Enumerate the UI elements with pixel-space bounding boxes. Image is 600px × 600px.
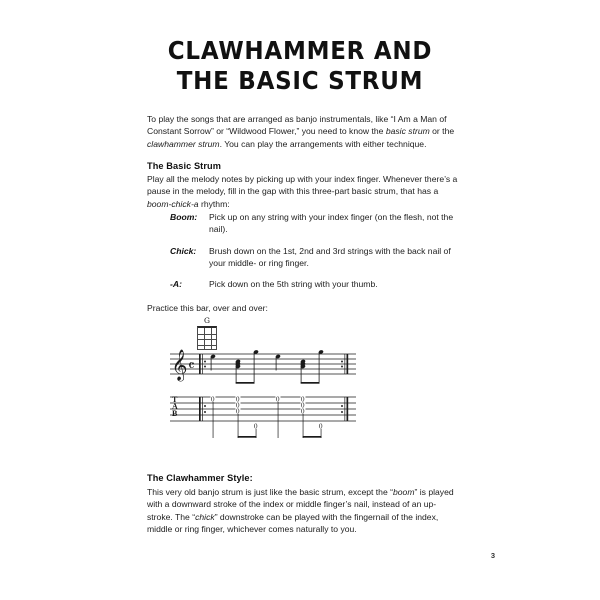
definition-row xyxy=(170,278,460,290)
practice-instruction: Practice this bar, over and over: xyxy=(147,303,268,313)
section-clawhammer-heading-wrap xyxy=(147,472,458,485)
tab-number: 0 xyxy=(276,395,280,404)
score-staves xyxy=(168,348,358,442)
clawhammer-emphasis-chick: chick xyxy=(195,511,215,522)
page-number: 3 xyxy=(490,551,496,560)
note-group xyxy=(210,354,216,370)
tab-number: 0 xyxy=(301,395,305,404)
chord-fret-line xyxy=(198,339,216,340)
section-clawhammer-paragraph xyxy=(147,486,458,535)
note-group xyxy=(300,350,324,384)
basic-strum-emphasis-rhythm: boom-chick-a xyxy=(147,198,199,209)
tab-number: 0 xyxy=(236,395,240,404)
section-basic-strum-heading: The Basic Strum xyxy=(147,161,221,171)
tab-number: 0 xyxy=(319,422,323,431)
tab-letter-a: A xyxy=(172,402,178,411)
definition-term: Boom: xyxy=(170,212,198,222)
note-group xyxy=(275,354,281,370)
page-title-line-2: THE BASIC STRUM xyxy=(176,66,424,95)
chord-fret-line xyxy=(198,334,216,335)
page-title xyxy=(0,36,600,96)
definition-term: -A: xyxy=(170,279,182,290)
tab-number: 0 xyxy=(211,395,215,404)
clawhammer-text xyxy=(147,486,458,535)
basic-strum-text-part-2: rhythm: xyxy=(198,198,230,209)
page-title-line-1: CLAWHAMMER AND xyxy=(167,36,433,65)
basic-strum-text-part-1: Play all the melody notes by picking up with your index finger. Whenever there’s a pause in the melody, fill in the gap with this three-part basic strum, that has a xyxy=(147,174,458,197)
section-basic-strum-heading-wrap xyxy=(147,160,458,173)
tab-letter-t: T xyxy=(172,395,178,404)
definition-description: Pick down on the 5th string with your thumb. xyxy=(209,279,378,290)
intro-text-part-3: . You can play the arrangements with either technique. xyxy=(219,138,427,149)
tab-number: 0 xyxy=(236,401,240,410)
intro-text-part-1: To play the songs that are arranged as banjo instrumentals, like “I Am a Man of Constant Sorrow” or “Wildwood Flower,” you need to know the xyxy=(147,114,447,137)
clawhammer-emphasis-boom: boom xyxy=(392,487,415,497)
note-group xyxy=(235,350,259,384)
chord-diagram xyxy=(194,316,220,350)
intro-paragraph xyxy=(147,113,458,150)
tab-number: 0 xyxy=(254,422,258,431)
chord-name-label: G xyxy=(204,316,210,325)
definition-row xyxy=(170,245,460,270)
chord-fret-line xyxy=(198,345,216,346)
definition-description: Brush down on the 1st, 2nd and 3rd strings with the back nail of your middle- or ring finger. xyxy=(209,245,451,268)
common-time-icon: 𝄴 xyxy=(188,356,195,375)
clawhammer-text-part-3: ” downstroke can be played with the fingernail of the index, middle or ring finger, whichever comes naturally to you. xyxy=(147,511,439,534)
section-basic-strum-paragraph xyxy=(147,173,458,210)
intro-emphasis-basic-strum: basic strum xyxy=(385,126,430,137)
chord-grid xyxy=(197,326,217,350)
section-clawhammer-heading: The Clawhammer Style: xyxy=(147,473,253,483)
basic-strum-text xyxy=(147,173,458,210)
definition-row xyxy=(170,211,460,236)
treble-clef-icon: 𝄞 xyxy=(171,349,188,381)
strum-definition-list xyxy=(170,211,460,290)
intro-text-part-2: or the xyxy=(429,126,455,137)
tab-number: 0 xyxy=(301,407,305,416)
practice-instruction-wrap xyxy=(147,302,458,314)
intro-emphasis-clawhammer-strum: clawhammer strum xyxy=(147,138,220,149)
clawhammer-text-part-2: ” is played with a downward stroke of the index or middle finger’s nail, instead of an up-stroke. The “ xyxy=(147,487,454,522)
clawhammer-text-part-1: This very old banjo strum is just like the basic strum, except the “ xyxy=(147,487,393,497)
intro-text xyxy=(147,113,458,150)
definition-term: Chick: xyxy=(170,245,197,256)
definition-description: Pick up on any string with your index finger (on the flesh, not the nail). xyxy=(209,212,454,235)
tab-number: 0 xyxy=(301,401,305,410)
tab-letter-b: B xyxy=(172,409,178,418)
music-notation xyxy=(168,316,358,442)
tab-number: 0 xyxy=(236,407,240,416)
